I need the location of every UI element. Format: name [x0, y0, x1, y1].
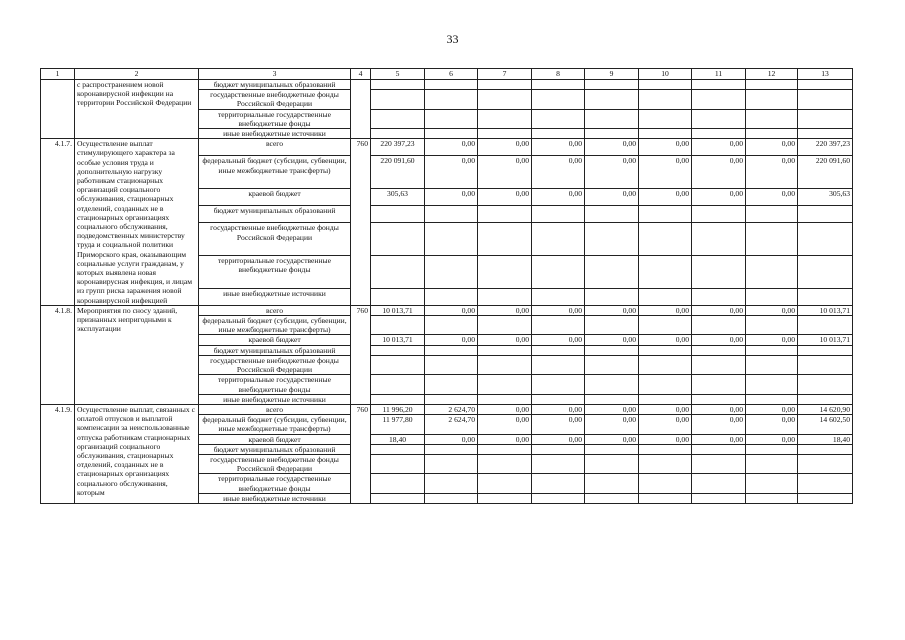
value-cell: 2 624,70	[425, 415, 478, 434]
value-cell	[478, 454, 532, 473]
value-cell	[585, 80, 639, 90]
value-cell	[371, 345, 425, 355]
value-cell	[371, 444, 425, 454]
value-cell: 0,00	[478, 305, 532, 315]
value-cell: 0,00	[425, 189, 478, 206]
value-cell	[692, 394, 746, 404]
value-cell: 2 624,70	[425, 404, 478, 414]
value-cell	[532, 109, 585, 128]
value-cell: 0,00	[585, 415, 639, 434]
value-cell	[478, 80, 532, 90]
value-cell	[478, 288, 532, 305]
value-cell: 0,00	[478, 404, 532, 414]
value-cell	[585, 355, 639, 374]
value-cell	[798, 80, 853, 90]
value-cell: 0,00	[478, 139, 532, 156]
value-cell	[798, 206, 853, 223]
value-cell	[478, 223, 532, 256]
value-cell	[746, 345, 798, 355]
value-cell	[478, 355, 532, 374]
table-row	[41, 404, 853, 414]
value-cell	[798, 90, 853, 109]
value-cell: 0,00	[532, 335, 585, 345]
value-cell	[798, 493, 853, 503]
value-cell	[532, 256, 585, 289]
value-cell	[425, 288, 478, 305]
value-cell: 10 013,71	[371, 335, 425, 345]
value-cell	[639, 256, 692, 289]
value-cell: 0,00	[746, 305, 798, 315]
funding-source-cell: государственные внебюджетные фонды Российской Федерации	[199, 90, 351, 109]
value-cell: 0,00	[532, 139, 585, 156]
table-row	[41, 305, 853, 315]
value-cell: 0,00	[692, 415, 746, 434]
value-cell	[478, 129, 532, 139]
funding-source-cell: федеральный бюджет (субсидии, субвенции, иные межбюджетные трансферты)	[199, 316, 351, 335]
item-number-cell: 4.1.7.	[41, 139, 75, 306]
value-cell: 0,00	[478, 156, 532, 189]
value-cell	[532, 80, 585, 90]
value-cell: 0,00	[692, 189, 746, 206]
funding-source-cell: федеральный бюджет (субсидии, субвенции, иные межбюджетные трансферты)	[199, 156, 351, 189]
value-cell	[746, 454, 798, 473]
item-number-cell	[41, 80, 75, 139]
header-cell: 5	[371, 69, 425, 80]
value-cell: 0,00	[692, 434, 746, 444]
value-cell	[798, 129, 853, 139]
value-cell: 0,00	[585, 434, 639, 444]
value-cell	[746, 223, 798, 256]
value-cell	[532, 444, 585, 454]
value-cell	[692, 109, 746, 128]
value-cell	[692, 206, 746, 223]
value-cell	[585, 394, 639, 404]
value-cell: 0,00	[585, 139, 639, 156]
header-cell: 6	[425, 69, 478, 80]
funding-source-cell: всего	[199, 404, 351, 414]
funding-source-cell: иные внебюджетные источники	[199, 493, 351, 503]
value-cell	[425, 444, 478, 454]
value-cell	[371, 316, 425, 335]
value-cell: 18,40	[798, 434, 853, 444]
value-cell	[425, 493, 478, 503]
value-cell	[798, 223, 853, 256]
item-number-cell: 4.1.8.	[41, 305, 75, 404]
value-cell	[371, 129, 425, 139]
value-cell	[798, 474, 853, 493]
value-cell: 11 977,80	[371, 415, 425, 434]
funding-source-cell: иные внебюджетные источники	[199, 288, 351, 305]
value-cell: 10 013,71	[798, 305, 853, 315]
value-cell	[692, 474, 746, 493]
value-cell: 0,00	[639, 415, 692, 434]
value-cell	[692, 288, 746, 305]
value-cell	[639, 444, 692, 454]
value-cell	[746, 493, 798, 503]
page-number: 33	[446, 32, 459, 46]
value-cell	[585, 316, 639, 335]
value-cell: 305,63	[798, 189, 853, 206]
funding-source-cell: территориальные государственные внебюджетные фонды	[199, 474, 351, 493]
value-cell	[371, 474, 425, 493]
header-cell: 1	[41, 69, 75, 80]
value-cell	[692, 444, 746, 454]
value-cell: 0,00	[425, 434, 478, 444]
value-cell	[532, 288, 585, 305]
value-cell	[478, 316, 532, 335]
value-cell	[639, 316, 692, 335]
value-cell	[585, 375, 639, 394]
value-cell	[692, 256, 746, 289]
value-cell: 0,00	[532, 415, 585, 434]
value-cell	[585, 474, 639, 493]
value-cell: 0,00	[692, 139, 746, 156]
value-cell	[585, 223, 639, 256]
funding-source-cell: бюджет муниципальных образований	[199, 206, 351, 223]
value-cell: 0,00	[585, 404, 639, 414]
value-cell: 0,00	[639, 305, 692, 315]
value-cell	[371, 493, 425, 503]
value-cell	[532, 223, 585, 256]
value-cell	[798, 394, 853, 404]
value-cell	[585, 206, 639, 223]
funding-source-cell: краевой бюджет	[199, 189, 351, 206]
value-cell	[585, 256, 639, 289]
budget-table	[40, 68, 853, 504]
value-cell: 0,00	[532, 434, 585, 444]
funding-source-cell: бюджет муниципальных образований	[199, 80, 351, 90]
value-cell	[425, 109, 478, 128]
value-cell	[371, 394, 425, 404]
value-cell: 0,00	[692, 305, 746, 315]
funding-source-cell: краевой бюджет	[199, 335, 351, 345]
funding-source-cell: федеральный бюджет (субсидии, субвенции, иные межбюджетные трансферты)	[199, 415, 351, 434]
value-cell	[425, 223, 478, 256]
value-cell: 0,00	[639, 189, 692, 206]
funding-source-cell: иные внебюджетные источники	[199, 394, 351, 404]
value-cell	[798, 109, 853, 128]
value-cell	[639, 288, 692, 305]
value-cell	[798, 375, 853, 394]
value-cell	[371, 288, 425, 305]
value-cell: 11 996,20	[371, 404, 425, 414]
value-cell	[746, 90, 798, 109]
value-cell	[639, 493, 692, 503]
value-cell	[692, 80, 746, 90]
code-cell: 760	[351, 404, 371, 503]
value-cell	[532, 394, 585, 404]
funding-source-cell: краевой бюджет	[199, 434, 351, 444]
value-cell	[425, 90, 478, 109]
value-cell	[371, 454, 425, 473]
header-cell: 3	[199, 69, 351, 80]
value-cell	[532, 454, 585, 473]
value-cell	[639, 345, 692, 355]
value-cell	[639, 129, 692, 139]
value-cell	[425, 454, 478, 473]
code-cell: 760	[351, 305, 371, 404]
item-name-cell: с распространением новой коронавирусной инфекции на территории Российской Федерации	[75, 80, 199, 139]
value-cell	[798, 345, 853, 355]
value-cell	[585, 109, 639, 128]
value-cell: 0,00	[478, 189, 532, 206]
value-cell	[746, 206, 798, 223]
value-cell	[478, 444, 532, 454]
value-cell: 0,00	[478, 335, 532, 345]
value-cell	[639, 375, 692, 394]
value-cell: 0,00	[639, 139, 692, 156]
code-cell	[351, 80, 371, 139]
value-cell	[639, 355, 692, 374]
header-row	[41, 69, 853, 80]
value-cell	[532, 90, 585, 109]
value-cell: 0,00	[532, 189, 585, 206]
value-cell	[371, 90, 425, 109]
value-cell	[746, 80, 798, 90]
value-cell: 0,00	[746, 139, 798, 156]
value-cell: 0,00	[746, 415, 798, 434]
value-cell: 220 091,60	[371, 156, 425, 189]
value-cell: 0,00	[746, 434, 798, 444]
value-cell: 10 013,71	[798, 335, 853, 345]
value-cell	[478, 375, 532, 394]
header-cell: 10	[639, 69, 692, 80]
funding-source-cell: государственные внебюджетные фонды Российской Федерации	[199, 355, 351, 374]
value-cell	[585, 493, 639, 503]
value-cell	[585, 129, 639, 139]
value-cell: 0,00	[585, 189, 639, 206]
table-row	[41, 80, 853, 90]
value-cell	[798, 316, 853, 335]
value-cell	[478, 206, 532, 223]
value-cell	[692, 375, 746, 394]
value-cell	[746, 444, 798, 454]
value-cell	[639, 80, 692, 90]
header-cell: 4	[351, 69, 371, 80]
value-cell: 305,63	[371, 189, 425, 206]
item-number-cell: 4.1.9.	[41, 404, 75, 503]
value-cell	[371, 256, 425, 289]
value-cell	[532, 206, 585, 223]
value-cell	[371, 80, 425, 90]
value-cell	[532, 129, 585, 139]
funding-source-cell: государственные внебюджетные фонды Российской Федерации	[199, 223, 351, 256]
value-cell	[532, 355, 585, 374]
value-cell	[478, 474, 532, 493]
table-body	[41, 80, 853, 504]
value-cell	[425, 206, 478, 223]
value-cell: 0,00	[639, 156, 692, 189]
value-cell	[532, 474, 585, 493]
table-row	[41, 139, 853, 156]
funding-source-cell: территориальные государственные внебюджетные фонды	[199, 375, 351, 394]
header-cell: 12	[746, 69, 798, 80]
value-cell	[692, 355, 746, 374]
value-cell: 10 013,71	[371, 305, 425, 315]
value-cell	[746, 394, 798, 404]
item-name-cell: Осуществление выплат, связанных с оплатой отпусков и выплатой компенсации за неиспользованные отпуска работникам стационарных организаций социального обслуживания, стационарных отделений, созданных не в стационарных организациях социального обслуживания, которым	[75, 404, 199, 503]
value-cell	[585, 454, 639, 473]
value-cell	[692, 223, 746, 256]
value-cell: 0,00	[692, 156, 746, 189]
value-cell	[798, 288, 853, 305]
value-cell: 0,00	[746, 156, 798, 189]
value-cell	[692, 90, 746, 109]
value-cell: 220 397,23	[371, 139, 425, 156]
value-cell	[639, 394, 692, 404]
value-cell: 220 091,60	[798, 156, 853, 189]
value-cell	[425, 375, 478, 394]
value-cell	[639, 109, 692, 128]
value-cell: 0,00	[478, 434, 532, 444]
header-cell: 8	[532, 69, 585, 80]
value-cell: 14 602,50	[798, 415, 853, 434]
value-cell	[585, 444, 639, 454]
value-cell	[798, 256, 853, 289]
value-cell: 0,00	[692, 404, 746, 414]
value-cell	[692, 454, 746, 473]
value-cell	[425, 345, 478, 355]
funding-source-cell: всего	[199, 305, 351, 315]
value-cell	[532, 345, 585, 355]
funding-source-cell: бюджет муниципальных образований	[199, 444, 351, 454]
value-cell	[639, 474, 692, 493]
value-cell	[478, 109, 532, 128]
funding-source-cell: территориальные государственные внебюджетные фонды	[199, 109, 351, 128]
funding-source-cell: иные внебюджетные источники	[199, 129, 351, 139]
value-cell	[478, 345, 532, 355]
value-cell	[478, 90, 532, 109]
code-cell: 760	[351, 139, 371, 306]
value-cell	[425, 316, 478, 335]
header-cell: 7	[478, 69, 532, 80]
value-cell: 0,00	[639, 404, 692, 414]
funding-source-cell: территориальные государственные внебюджетные фонды	[199, 256, 351, 289]
funding-source-cell: бюджет муниципальных образований	[199, 345, 351, 355]
value-cell	[746, 355, 798, 374]
value-cell: 0,00	[692, 335, 746, 345]
value-cell	[798, 454, 853, 473]
value-cell	[692, 493, 746, 503]
value-cell	[639, 90, 692, 109]
value-cell: 0,00	[425, 156, 478, 189]
header-cell: 11	[692, 69, 746, 80]
value-cell: 0,00	[639, 335, 692, 345]
funding-source-cell: всего	[199, 139, 351, 156]
value-cell	[692, 129, 746, 139]
value-cell: 0,00	[478, 415, 532, 434]
value-cell	[692, 345, 746, 355]
value-cell	[798, 444, 853, 454]
value-cell: 18,40	[371, 434, 425, 444]
item-name-cell: Мероприятия по сносу зданий, признанных непригодными к эксплуатации	[75, 305, 199, 404]
value-cell	[746, 109, 798, 128]
value-cell: 0,00	[585, 335, 639, 345]
value-cell	[371, 109, 425, 128]
value-cell	[746, 256, 798, 289]
value-cell	[798, 355, 853, 374]
value-cell	[639, 223, 692, 256]
header-cell: 9	[585, 69, 639, 80]
value-cell	[585, 345, 639, 355]
value-cell: 0,00	[425, 139, 478, 156]
value-cell	[478, 394, 532, 404]
value-cell: 0,00	[425, 335, 478, 345]
value-cell	[532, 316, 585, 335]
value-cell: 0,00	[746, 189, 798, 206]
value-cell: 0,00	[425, 305, 478, 315]
value-cell	[746, 129, 798, 139]
value-cell	[425, 256, 478, 289]
value-cell	[746, 288, 798, 305]
value-cell	[746, 474, 798, 493]
value-cell	[692, 316, 746, 335]
value-cell	[425, 394, 478, 404]
value-cell	[639, 454, 692, 473]
value-cell	[371, 375, 425, 394]
value-cell	[746, 375, 798, 394]
value-cell	[478, 256, 532, 289]
value-cell: 0,00	[532, 156, 585, 189]
value-cell	[425, 80, 478, 90]
item-name-cell: Осуществление выплат стимулирующего характера за особые условия труда и дополнительную нагрузку работникам стационарных организаций социального обслуживания, стационарных отделений, созданных не в стационарных организациях социального обслуживания, подведомственных министерству труда и социальной политики Приморского края, оказывающим социальные услуги гражданам, у которых выявлена новая коронавирусная инфекция, и лицам из групп риска заражения новой коронавирусной инфекцией	[75, 139, 199, 306]
value-cell	[425, 129, 478, 139]
value-cell	[746, 316, 798, 335]
value-cell	[532, 493, 585, 503]
value-cell: 14 620,90	[798, 404, 853, 414]
value-cell	[371, 355, 425, 374]
value-cell: 0,00	[585, 156, 639, 189]
value-cell: 0,00	[585, 305, 639, 315]
value-cell: 0,00	[746, 404, 798, 414]
funding-source-cell: государственные внебюджетные фонды Российской Федерации	[199, 454, 351, 473]
value-cell	[425, 355, 478, 374]
header-cell: 2	[75, 69, 199, 80]
value-cell	[371, 206, 425, 223]
value-cell: 0,00	[639, 434, 692, 444]
value-cell: 0,00	[746, 335, 798, 345]
value-cell	[532, 375, 585, 394]
value-cell: 220 397,23	[798, 139, 853, 156]
value-cell	[478, 493, 532, 503]
value-cell	[585, 288, 639, 305]
header-cell: 13	[798, 69, 853, 80]
value-cell	[639, 206, 692, 223]
value-cell: 0,00	[532, 404, 585, 414]
value-cell	[371, 223, 425, 256]
value-cell: 0,00	[532, 305, 585, 315]
value-cell	[425, 474, 478, 493]
value-cell	[585, 90, 639, 109]
